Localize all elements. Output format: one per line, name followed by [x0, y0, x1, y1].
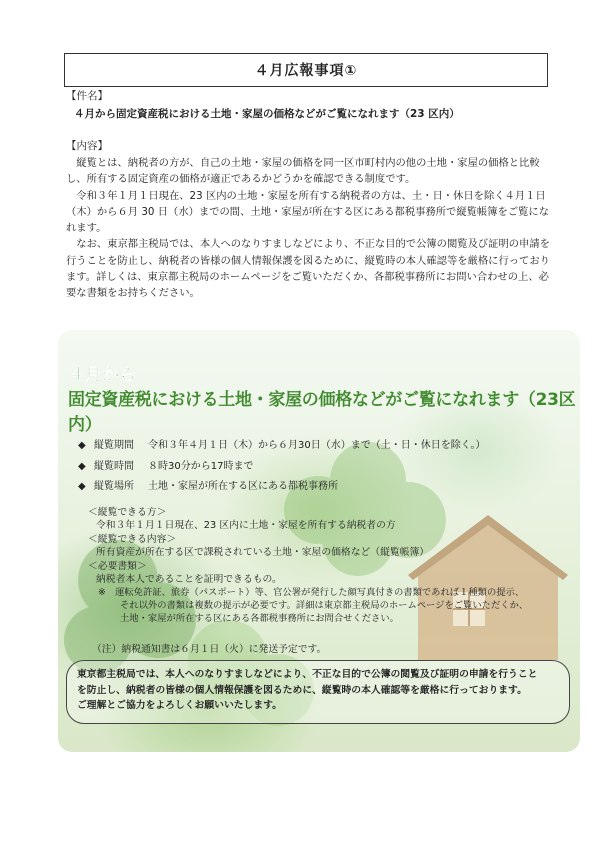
diamond-icon: ◆	[78, 440, 86, 451]
subject-text: ４月から固定資産税における土地・家屋の価格などがご覧になれます（23 区内）	[74, 108, 460, 120]
content-paragraph: なお、東京都主税局では、本人へのなりすましなどにより、不正な目的で公簿の閲覧及び証明の申請を行うことを防止し、納税者の皆様の個人情報保護を図るために、縦覧時の本人確認等を厳格に行っております。詳しくは、東京都主税局のホームページをご覧いただくか、各都税事務所にお問い合わせの上、必要な書類をお持ちください。	[66, 238, 550, 300]
bullet-hours: ◆ 縦覧時間 ８時30分から17時まで	[78, 461, 254, 472]
what-text: 所有資産が所在する区で課税されている土地・家屋の価格など（縦覧帳簿）	[96, 547, 430, 558]
notice-box	[66, 660, 570, 724]
mailing-note: （注）納税通知書は６月１日（火）に発送予定です。	[92, 644, 327, 655]
docs-note: それ以外の書類は複数の提示が必要です。詳細は東京都主税局のホームページをご覧いただくか、	[120, 600, 529, 611]
notice-line: を防止し、納税者の皆様の個人情報保護を図るために、縦覧時の本人確認等を厳格に行っております。	[77, 684, 527, 696]
content-body	[66, 155, 556, 302]
bullet-place: ◆ 縦覧場所 土地・家屋が所在する区にある都税事務所	[78, 481, 338, 492]
subject-label: 【件名】	[66, 90, 108, 102]
notice-line: 東京都主税局では、本人へのなりすましなどにより、不正な目的で公簿の閲覧及び証明の申請を行うこと	[77, 669, 538, 680]
what-label: ＜縦覧できる内容＞	[88, 534, 177, 545]
docs-text: 納税者本人であることを証明できるもの。	[96, 574, 282, 585]
content-paragraph: 縦覧とは、納税者の方が、自己の土地・家屋の価格を同一区市町村内の他の土地・家屋の価格と比較し、所有する固定資産の価格が適正であるかどうかを確認できる制度です。	[66, 157, 540, 186]
poster-heading-line2: 固定資産税における土地・家屋の価格などがご覧になれます（23区内）	[68, 390, 576, 435]
who-label: ＜縦覧できる方＞	[88, 507, 167, 518]
diamond-icon: ◆	[78, 461, 86, 472]
bullet-period: ◆ 縦覧期間 令和３年４月１日（木）から６月30日（水）まで（土・日・休日を除く。）	[78, 440, 486, 451]
docs-note: ※ 運転免許証、旅券（パスポート）等、官公署が発行した顔写真付きの書類であれば１種類の提示、	[98, 587, 525, 598]
content-label: 【内容】	[66, 140, 108, 152]
poster	[58, 330, 580, 752]
page-title: ４月広報事項①	[64, 53, 548, 87]
docs-note: 土地・家屋が所在する区にある各都税事務所にお問合せください。	[120, 613, 399, 624]
who-text: 令和３年１月１日現在、23 区内に土地・家屋を所有する納税者の方	[96, 520, 396, 531]
docs-label: ＜必要書類＞	[88, 561, 147, 572]
poster-heading-line1: ４月から	[68, 365, 136, 385]
content-paragraph: 令和３年１月１日現在、23 区内の土地・家屋を所有する納税者の方は、土・日・休日を除く４月１日（木）から６月 30 日（水）までの間、土地・家屋が所在する区にある都税事務所で縦覧帳簿をご覧になれます。	[66, 189, 550, 235]
diamond-icon: ◆	[78, 481, 86, 492]
notice-line: ご理解とご協力をよろしくお願いいたします。	[77, 700, 282, 711]
